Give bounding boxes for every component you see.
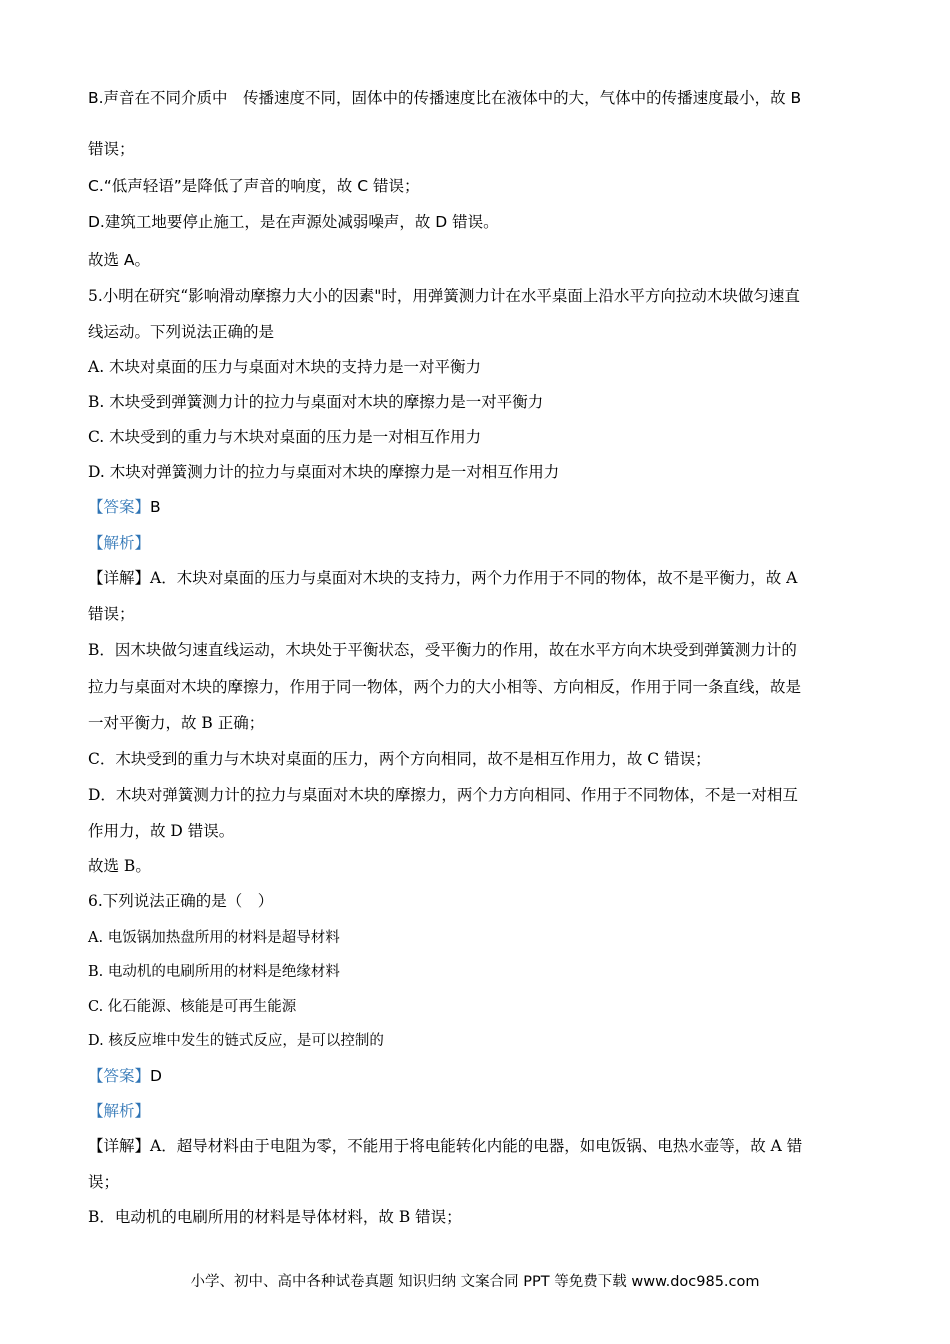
text-line: C.“低声轻语”是降低了声音的响度，故 C 错误； [88,177,420,195]
text-line: 作用力，故 D 错误。 [88,822,235,840]
text-line: C．木块受到的重力与木块对桌面的压力，两个方向相同，故不是相互作用力，故 C 错误； [88,750,711,768]
text-line: 错误； [88,140,135,158]
text-line: D．木块对弹簧测力计的拉力与桌面对木块的摩擦力，两个力方向相同、作用于不同物体，不是一对相互 [88,786,798,804]
option-b: B. 电动机的电刷所用的材料是绝缘材料 [88,964,340,980]
analysis-label: 【解析】 [88,534,151,552]
option-d: D. 核反应堆中发生的链式反应，是可以控制的 [88,1033,384,1049]
answer-row [88,497,161,517]
option-c: C. 木块受到的重力与木块对桌面的压力是一对相互作用力 [88,428,482,446]
text-line: D.建筑工地要停止施工，是在声源处减弱噪声，故 D 错误。 [88,213,499,231]
question-6-stem: 6.下列说法正确的是（ ） [88,892,274,910]
text-line: B.声音在不同介质中 传播速度不同，固体中的传播速度比在液体中的大，气体中的传播速度最小，故 B [88,89,802,107]
question-5-stem: 线运动。下列说法正确的是 [88,323,275,341]
question-5-stem: 5.小明在研究“影响滑动摩擦力大小的因素"时，用弹簧测力计在水平桌面上沿水平方向拉动木块做匀速直 [88,287,800,305]
text-line: 误； [88,1173,120,1191]
answer-label: 【答案】 [88,498,151,516]
text-line: 【详解】A．木块对桌面的压力与桌面对木块的支持力，两个力作用于不同的物体，故不是平衡力，故 A [88,569,798,587]
answer-label: 【答案】 [88,1067,151,1085]
option-c: C. 化石能源、核能是可再生能源 [88,999,297,1015]
option-a: A. 电饭锅加热盘所用的材料是超导材料 [88,930,340,946]
page-footer: 小学、初中、高中各种试卷真题 知识归纳 文案合同 PPT 等免费下载 www.doc985.com [190,1274,760,1290]
text-line: 拉力与桌面对木块的摩擦力，作用于同一物体，两个力的大小相等、方向相反，作用于同一条直线，故是 [88,678,802,696]
option-a: A. 木块对桌面的压力与桌面对木块的支持力是一对平衡力 [88,358,482,376]
text-line: 故选 A。 [88,251,151,269]
text-line: B．电动机的电刷所用的材料是导体材料，故 B 错误； [88,1208,462,1226]
text-line: 【详解】A．超导材料由于电阻为零，不能用于将电能转化内能的电器，如电饭锅、电热水壶等，故 A 错 [88,1137,803,1155]
option-b: B. 木块受到弹簧测力计的拉力与桌面对木块的摩擦力是一对平衡力 [88,393,544,411]
text-line: 错误； [88,605,135,623]
text-line: B．因木块做匀速直线运动，木块处于平衡状态，受平衡力的作用，故在水平方向木块受到弹簧测力计的 [88,641,797,659]
answer-row [88,1066,162,1086]
analysis-label: 【解析】 [88,1102,151,1120]
answer-value: D [150,1067,162,1085]
text-line: 故选 B。 [88,857,151,875]
answer-value: B [150,498,161,516]
text-line: 一对平衡力，故 B 正确； [88,714,265,732]
option-d: D. 木块对弹簧测力计的拉力与桌面对木块的摩擦力是一对相互作用力 [88,463,560,481]
